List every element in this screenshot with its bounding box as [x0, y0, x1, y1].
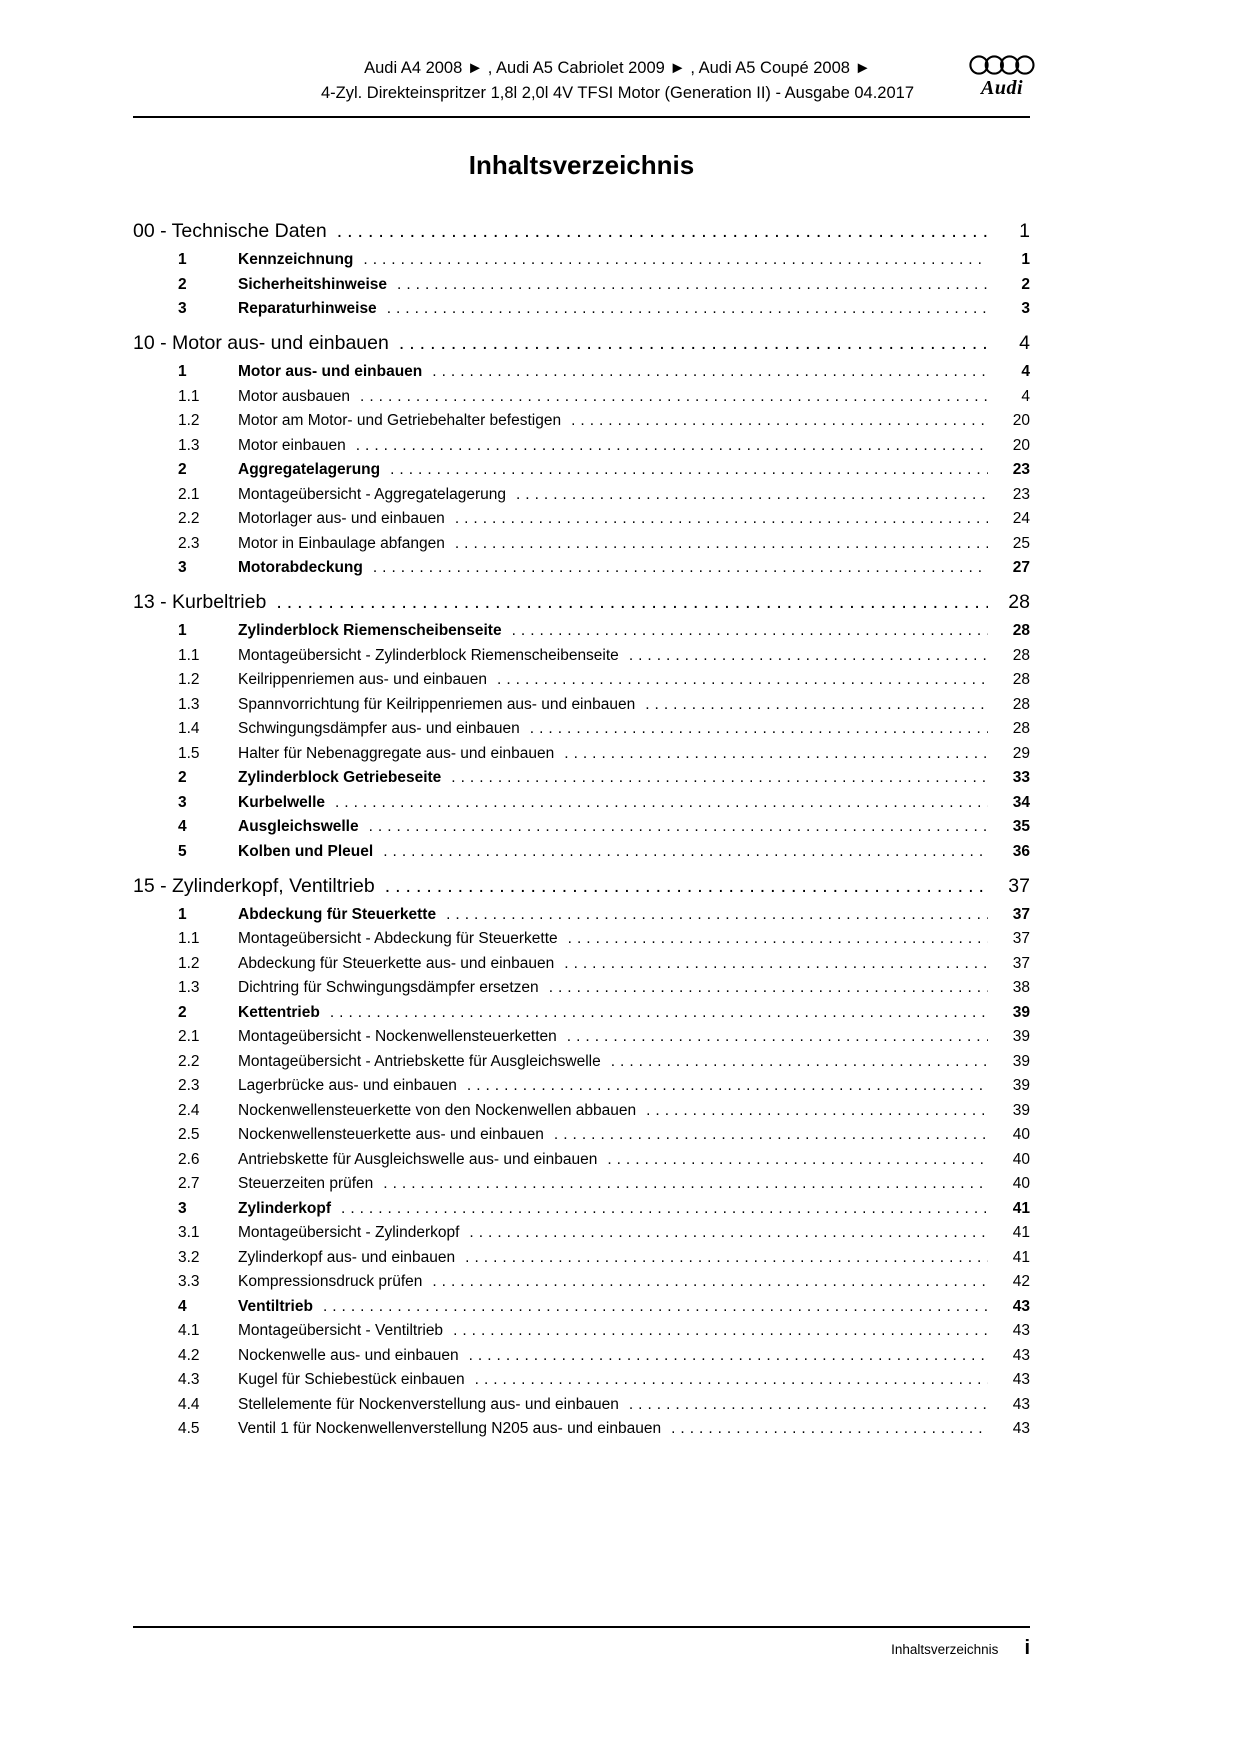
- toc-page-number: 39: [1012, 1052, 1030, 1070]
- toc-section-row: [133, 485, 1030, 504]
- toc-page-number: 33: [1012, 769, 1030, 786]
- toc-section-row: [133, 744, 1030, 763]
- toc-section-number: 2.2: [178, 1052, 200, 1070]
- toc-page-number: 39: [1012, 1101, 1030, 1119]
- toc-dot-leader: [671, 1419, 988, 1438]
- toc-page-number: 38: [1012, 979, 1030, 996]
- toc-section-row: [133, 621, 1030, 640]
- toc-dot-leader: [360, 387, 988, 406]
- toc-page-number: 39: [1012, 1028, 1030, 1045]
- toc-dot-leader: [629, 1395, 988, 1414]
- toc-entry-label: Montageübersicht - Ventiltrieb: [238, 1322, 444, 1339]
- toc-dot-leader: [645, 695, 988, 714]
- toc-section-number: 4: [178, 1297, 187, 1315]
- toc-entry-label: Antriebskette für Ausgleichswelle aus- und einbauen: [238, 1150, 598, 1168]
- page-header: [133, 56, 1030, 118]
- toc-entry-label: Motor einbauen: [238, 436, 346, 454]
- toc-page-number: 43: [1012, 1420, 1030, 1437]
- toc-section-number: 3: [178, 1199, 187, 1217]
- footer-page-number: i: [1024, 1637, 1030, 1659]
- toc-section-number: 1: [178, 251, 187, 268]
- toc-entry-label: Montageübersicht - Nockenwellensteuerketten: [238, 1028, 557, 1045]
- toc-page-number: 43: [1012, 1346, 1030, 1364]
- toc-entry-label: Ventiltrieb: [238, 1297, 313, 1315]
- toc-entry-label: 00 - Technische Daten: [133, 220, 327, 242]
- toc-dot-leader: [646, 1101, 988, 1120]
- toc-entry-label: Lagerbrücke aus- und einbauen: [238, 1077, 457, 1094]
- toc-page-number: 40: [1012, 1126, 1030, 1143]
- toc-dot-leader: [432, 362, 988, 381]
- toc-dot-leader: [276, 590, 988, 614]
- toc-section-row: [133, 1223, 1030, 1242]
- toc-section-number: 4.4: [178, 1395, 200, 1413]
- toc-section-row: [133, 1003, 1030, 1022]
- toc-page-number: 40: [1012, 1150, 1030, 1168]
- toc-entry-label: Kennzeichnung: [238, 251, 354, 268]
- toc-entry-label: 15 - Zylinderkopf, Ventiltrieb: [133, 874, 375, 897]
- toc-section-row: [133, 793, 1030, 812]
- toc-dot-leader: [363, 250, 988, 269]
- toc-page-number: 35: [1012, 818, 1030, 835]
- toc-dot-leader: [611, 1052, 988, 1071]
- toc-section-number: 2.1: [178, 485, 200, 503]
- toc-dot-leader: [337, 219, 988, 243]
- toc-section-row: [133, 719, 1030, 738]
- toc-page-number: 28: [1012, 671, 1030, 688]
- toc-dot-leader: [549, 978, 988, 997]
- toc-section-number: 2: [178, 1003, 187, 1021]
- toc-entry-label: Kettentrieb: [238, 1003, 320, 1021]
- toc-section-row: [133, 646, 1030, 665]
- toc-entry-label: Montageübersicht - Zylinderblock Riemenscheibenseite: [238, 646, 619, 664]
- toc-section-row: [133, 1297, 1030, 1316]
- toc-dot-leader: [516, 485, 988, 504]
- toc-page-number: 20: [1012, 436, 1030, 454]
- toc-entry-label: Ventil 1 für Nockenwellenverstellung N205 aus- und einbauen: [238, 1420, 662, 1437]
- toc-section-row: [133, 1125, 1030, 1144]
- toc-entry-label: 10 - Motor aus- und einbauen: [133, 332, 389, 354]
- toc-section-row: [133, 1174, 1030, 1193]
- toc-entry-label: Sicherheitshinweise: [238, 275, 388, 293]
- toc-chapter-row: [133, 331, 1030, 355]
- toc-section-number: 3.2: [178, 1248, 200, 1266]
- toc-dot-leader: [512, 621, 988, 640]
- toc-page-number: 43: [1012, 1297, 1030, 1315]
- toc-entry-label: Montageübersicht - Zylinderkopf: [238, 1224, 460, 1241]
- toc-dot-leader: [387, 299, 988, 318]
- toc-section-row: [133, 695, 1030, 714]
- toc-dot-leader: [497, 670, 988, 689]
- toc-page-number: 20: [1012, 412, 1030, 429]
- toc-section-row: [133, 1052, 1030, 1071]
- toc-dot-leader: [383, 842, 988, 861]
- toc-page-number: 43: [1012, 1395, 1030, 1413]
- toc-dot-leader: [469, 1223, 988, 1242]
- toc-section-number: 4.3: [178, 1371, 200, 1388]
- toc-section-number: 1.3: [178, 979, 200, 996]
- header-line1: Audi A4 2008 ► , Audi A5 Cabriolet 2009 ► , Audi A5 Coupé 2008 ►: [364, 59, 871, 77]
- toc-section-number: 1.2: [178, 954, 200, 972]
- toc-dot-leader: [335, 793, 988, 812]
- toc-page-number: 1: [1019, 220, 1030, 242]
- toc-page-number: 37: [1012, 954, 1030, 972]
- toc-section-row: [133, 842, 1030, 861]
- toc-section-number: 5: [178, 842, 187, 860]
- toc-section-number: 3.3: [178, 1273, 200, 1290]
- toc-dot-leader: [564, 954, 988, 973]
- toc-entry-label: Aggregatelagerung: [238, 461, 381, 478]
- toc-section-row: [133, 1027, 1030, 1046]
- toc-entry-label: Abdeckung für Steuerkette: [238, 905, 437, 923]
- toc-section-number: 2.7: [178, 1175, 200, 1192]
- toc-section-number: 3.1: [178, 1224, 200, 1241]
- toc-dot-leader: [341, 1199, 988, 1218]
- toc-page-number: 39: [1012, 1077, 1030, 1094]
- page-footer: [133, 1626, 1030, 1660]
- toc-section-row: [133, 1395, 1030, 1414]
- toc-dot-leader: [568, 929, 988, 948]
- toc-section-number: 1: [178, 905, 187, 923]
- toc-section-row: [133, 1101, 1030, 1120]
- toc-section-number: 1.2: [178, 671, 200, 688]
- toc-dot-leader: [373, 558, 988, 577]
- toc-section-row: [133, 509, 1030, 528]
- toc-section-number: 2.3: [178, 1077, 200, 1094]
- toc-dot-leader: [469, 1346, 988, 1365]
- toc-section-number: 1.3: [178, 436, 200, 454]
- toc-section-number: 4.2: [178, 1346, 200, 1364]
- toc-entry-label: Montageübersicht - Abdeckung für Steuerkette: [238, 930, 558, 947]
- toc-list: [133, 206, 1030, 1444]
- toc-chapter-row: [133, 219, 1030, 243]
- toc-entry-label: Montageübersicht - Antriebskette für Ausgleichswelle: [238, 1052, 601, 1070]
- toc-dot-leader: [571, 411, 988, 430]
- toc-section-number: 4.5: [178, 1420, 200, 1437]
- toc-entry-label: Nockenwellensteuerkette aus- und einbauen: [238, 1126, 544, 1143]
- toc-page-number: 41: [1012, 1199, 1030, 1217]
- toc-dot-leader: [455, 509, 988, 528]
- toc-page-number: 4: [1021, 363, 1030, 380]
- toc-dot-leader: [385, 874, 988, 898]
- toc-section-number: 2.3: [178, 534, 200, 552]
- toc-entry-label: Zylinderblock Getriebeseite: [238, 769, 442, 786]
- toc-section-number: 1.3: [178, 695, 200, 713]
- toc-section-row: [133, 817, 1030, 836]
- toc-entry-label: Steuerzeiten prüfen: [238, 1175, 374, 1192]
- audi-wordmark: Audi: [980, 77, 1024, 99]
- toc-dot-leader: [467, 1076, 988, 1095]
- toc-dot-leader: [369, 817, 988, 836]
- toc-page-number: 1: [1021, 251, 1030, 268]
- toc-entry-label: Halter für Nebenaggregate aus- und einbauen: [238, 744, 555, 762]
- toc-dot-leader: [455, 534, 988, 553]
- toc-page-number: 25: [1012, 534, 1030, 552]
- toc-entry-label: Motor aus- und einbauen: [238, 363, 423, 380]
- toc-entry-label: Dichtring für Schwingungsdämpfer ersetzen: [238, 979, 539, 996]
- toc-page-number: 37: [1008, 874, 1030, 897]
- toc-entry-label: Montageübersicht - Aggregatelagerung: [238, 485, 506, 503]
- toc-dot-leader: [397, 275, 988, 294]
- toc-section-number: 2.5: [178, 1126, 200, 1143]
- toc-section-row: [133, 1076, 1030, 1095]
- toc-section-number: 2: [178, 461, 187, 478]
- toc-section-row: [133, 768, 1030, 787]
- toc-dot-leader: [356, 436, 988, 455]
- toc-page-number: 28: [1012, 695, 1030, 713]
- toc-section-number: 3: [178, 559, 187, 576]
- toc-dot-leader: [465, 1248, 988, 1267]
- toc-section-row: [133, 534, 1030, 553]
- toc-dot-leader: [451, 768, 988, 787]
- toc-dot-leader: [567, 1027, 988, 1046]
- toc-page-number: 27: [1012, 559, 1030, 576]
- toc-entry-label: 13 - Kurbeltrieb: [133, 591, 267, 613]
- toc-section-number: 1: [178, 363, 187, 380]
- toc-dot-leader: [330, 1003, 988, 1022]
- toc-dot-leader: [453, 1321, 988, 1340]
- toc-section-row: [133, 1150, 1030, 1169]
- audi-rings-logo: [969, 54, 1035, 76]
- toc-entry-label: Ausgleichswelle: [238, 818, 359, 835]
- toc-section-row: [133, 250, 1030, 269]
- toc-section-number: 2.1: [178, 1028, 200, 1045]
- toc-entry-label: Stellelemente für Nockenverstellung aus- und einbauen: [238, 1395, 619, 1413]
- toc-entry-label: Nockenwellensteuerkette von den Nockenwellen abbauen: [238, 1101, 637, 1119]
- toc-section-number: 1: [178, 622, 187, 639]
- toc-page-number: 43: [1012, 1322, 1030, 1339]
- toc-entry-label: Motor am Motor- und Getriebehalter befestigen: [238, 412, 562, 429]
- toc-entry-label: Reparaturhinweise: [238, 300, 377, 317]
- toc-dot-leader: [475, 1370, 988, 1389]
- toc-section-number: 2: [178, 275, 187, 293]
- toc-section-row: [133, 1419, 1030, 1438]
- toc-entry-label: Kolben und Pleuel: [238, 842, 374, 860]
- toc-chapter-row: [133, 874, 1030, 898]
- toc-page-number: 28: [1012, 646, 1030, 664]
- toc-section-number: 1.1: [178, 930, 200, 947]
- toc-dot-leader: [629, 646, 988, 665]
- toc-page-number: 37: [1012, 930, 1030, 947]
- toc-entry-label: Kompressionsdruck prüfen: [238, 1273, 423, 1290]
- toc-page-number: 28: [1012, 622, 1030, 639]
- toc-section-number: 1.1: [178, 646, 200, 664]
- toc-page-number: 42: [1012, 1273, 1030, 1290]
- toc-entry-label: Abdeckung für Steuerkette aus- und einbauen: [238, 954, 555, 972]
- toc-page-number: 28: [1008, 591, 1030, 613]
- toc-page-number: 2: [1021, 275, 1030, 293]
- toc-page-number: 28: [1012, 720, 1030, 737]
- toc-entry-label: Schwingungsdämpfer aus- und einbauen: [238, 720, 520, 737]
- toc-entry-label: Nockenwelle aus- und einbauen: [238, 1346, 459, 1364]
- toc-section-number: 4: [178, 818, 187, 835]
- toc-section-row: [133, 1346, 1030, 1365]
- toc-entry-label: Zylinderkopf aus- und einbauen: [238, 1248, 456, 1266]
- toc-page-number: 23: [1012, 485, 1030, 503]
- toc-section-number: 3: [178, 300, 187, 317]
- toc-entry-label: Kugel für Schiebestück einbauen: [238, 1371, 465, 1388]
- toc-section-number: 1.4: [178, 720, 200, 737]
- toc-section-row: [133, 411, 1030, 430]
- toc-entry-label: Motorlager aus- und einbauen: [238, 510, 445, 527]
- toc-entry-label: Zylinderblock Riemenscheibenseite: [238, 622, 502, 639]
- toc-section-number: 1.2: [178, 412, 200, 429]
- toc-section-row: [133, 954, 1030, 973]
- toc-dot-leader: [323, 1297, 988, 1316]
- toc-page-number: 34: [1012, 793, 1030, 811]
- toc-page-number: 41: [1012, 1224, 1030, 1241]
- footer-label: Inhaltsverzeichnis: [891, 1642, 999, 1657]
- toc-page-number: 29: [1012, 744, 1030, 762]
- toc-section-row: [133, 1321, 1030, 1340]
- toc-dot-leader: [564, 744, 988, 763]
- toc-section-row: [133, 362, 1030, 381]
- toc-section-row: [133, 1370, 1030, 1389]
- toc-page-number: 37: [1012, 905, 1030, 923]
- toc-entry-label: Motor ausbauen: [238, 387, 351, 405]
- toc-entry-label: Kurbelwelle: [238, 793, 325, 811]
- header-line2: 4-Zyl. Direkteinspritzer 1,8l 2,0l 4V TFSI Motor (Generation II) - Ausgabe 04.2017: [320, 84, 915, 102]
- toc-page-number: 40: [1012, 1175, 1030, 1192]
- toc-chapter-row: [133, 590, 1030, 614]
- toc-section-number: 2.4: [178, 1101, 200, 1119]
- toc-dot-leader: [383, 1174, 988, 1193]
- toc-page-number: 3: [1021, 300, 1030, 317]
- toc-page-number: 39: [1012, 1003, 1030, 1021]
- toc-page-number: 36: [1012, 842, 1030, 860]
- toc-section-row: [133, 558, 1030, 577]
- toc-page-number: 4: [1021, 387, 1030, 405]
- toc-page-number: 41: [1012, 1248, 1030, 1266]
- toc-dot-leader: [530, 719, 988, 738]
- page-title: Inhaltsverzeichnis: [468, 150, 695, 180]
- toc-section-row: [133, 299, 1030, 318]
- toc-section-number: 4.1: [178, 1322, 200, 1339]
- toc-entry-label: Zylinderkopf: [238, 1199, 332, 1217]
- toc-section-number: 2: [178, 769, 187, 786]
- toc-section-row: [133, 905, 1030, 924]
- toc-section-row: [133, 436, 1030, 455]
- toc-page-number: 4: [1019, 332, 1030, 354]
- toc-dot-leader: [399, 331, 988, 355]
- brand-block: [966, 54, 1038, 100]
- toc-dot-leader: [607, 1150, 988, 1169]
- toc-page-number: 23: [1012, 461, 1030, 478]
- toc-section-number: 1.1: [178, 387, 200, 405]
- toc-section-row: [133, 978, 1030, 997]
- toc-section-row: [133, 1272, 1030, 1291]
- toc-section-row: [133, 1199, 1030, 1218]
- toc-entry-label: Spannvorrichtung für Keilrippenriemen aus- und einbauen: [238, 695, 636, 713]
- toc-section-row: [133, 670, 1030, 689]
- toc-entry-label: Motorabdeckung: [238, 559, 363, 576]
- toc-dot-leader: [446, 905, 988, 924]
- toc-entry-label: Motor in Einbaulage abfangen: [238, 534, 445, 552]
- toc-page-number: 24: [1012, 510, 1030, 527]
- toc-entry-label: Keilrippenriemen aus- und einbauen: [238, 671, 488, 688]
- toc-page-number: 43: [1012, 1371, 1030, 1388]
- toc-section-number: 1.5: [178, 744, 200, 762]
- header-text: [133, 56, 1030, 106]
- toc-dot-leader: [390, 460, 988, 479]
- toc-section-row: [133, 1248, 1030, 1267]
- toc-section-number: 2.6: [178, 1150, 200, 1168]
- toc-section-number: 3: [178, 793, 187, 811]
- toc-section-row: [133, 387, 1030, 406]
- toc-dot-leader: [554, 1125, 988, 1144]
- toc-dot-leader: [432, 1272, 988, 1291]
- toc-section-row: [133, 929, 1030, 948]
- toc-section-row: [133, 275, 1030, 294]
- toc-section-row: [133, 460, 1030, 479]
- toc-section-number: 2.2: [178, 510, 200, 527]
